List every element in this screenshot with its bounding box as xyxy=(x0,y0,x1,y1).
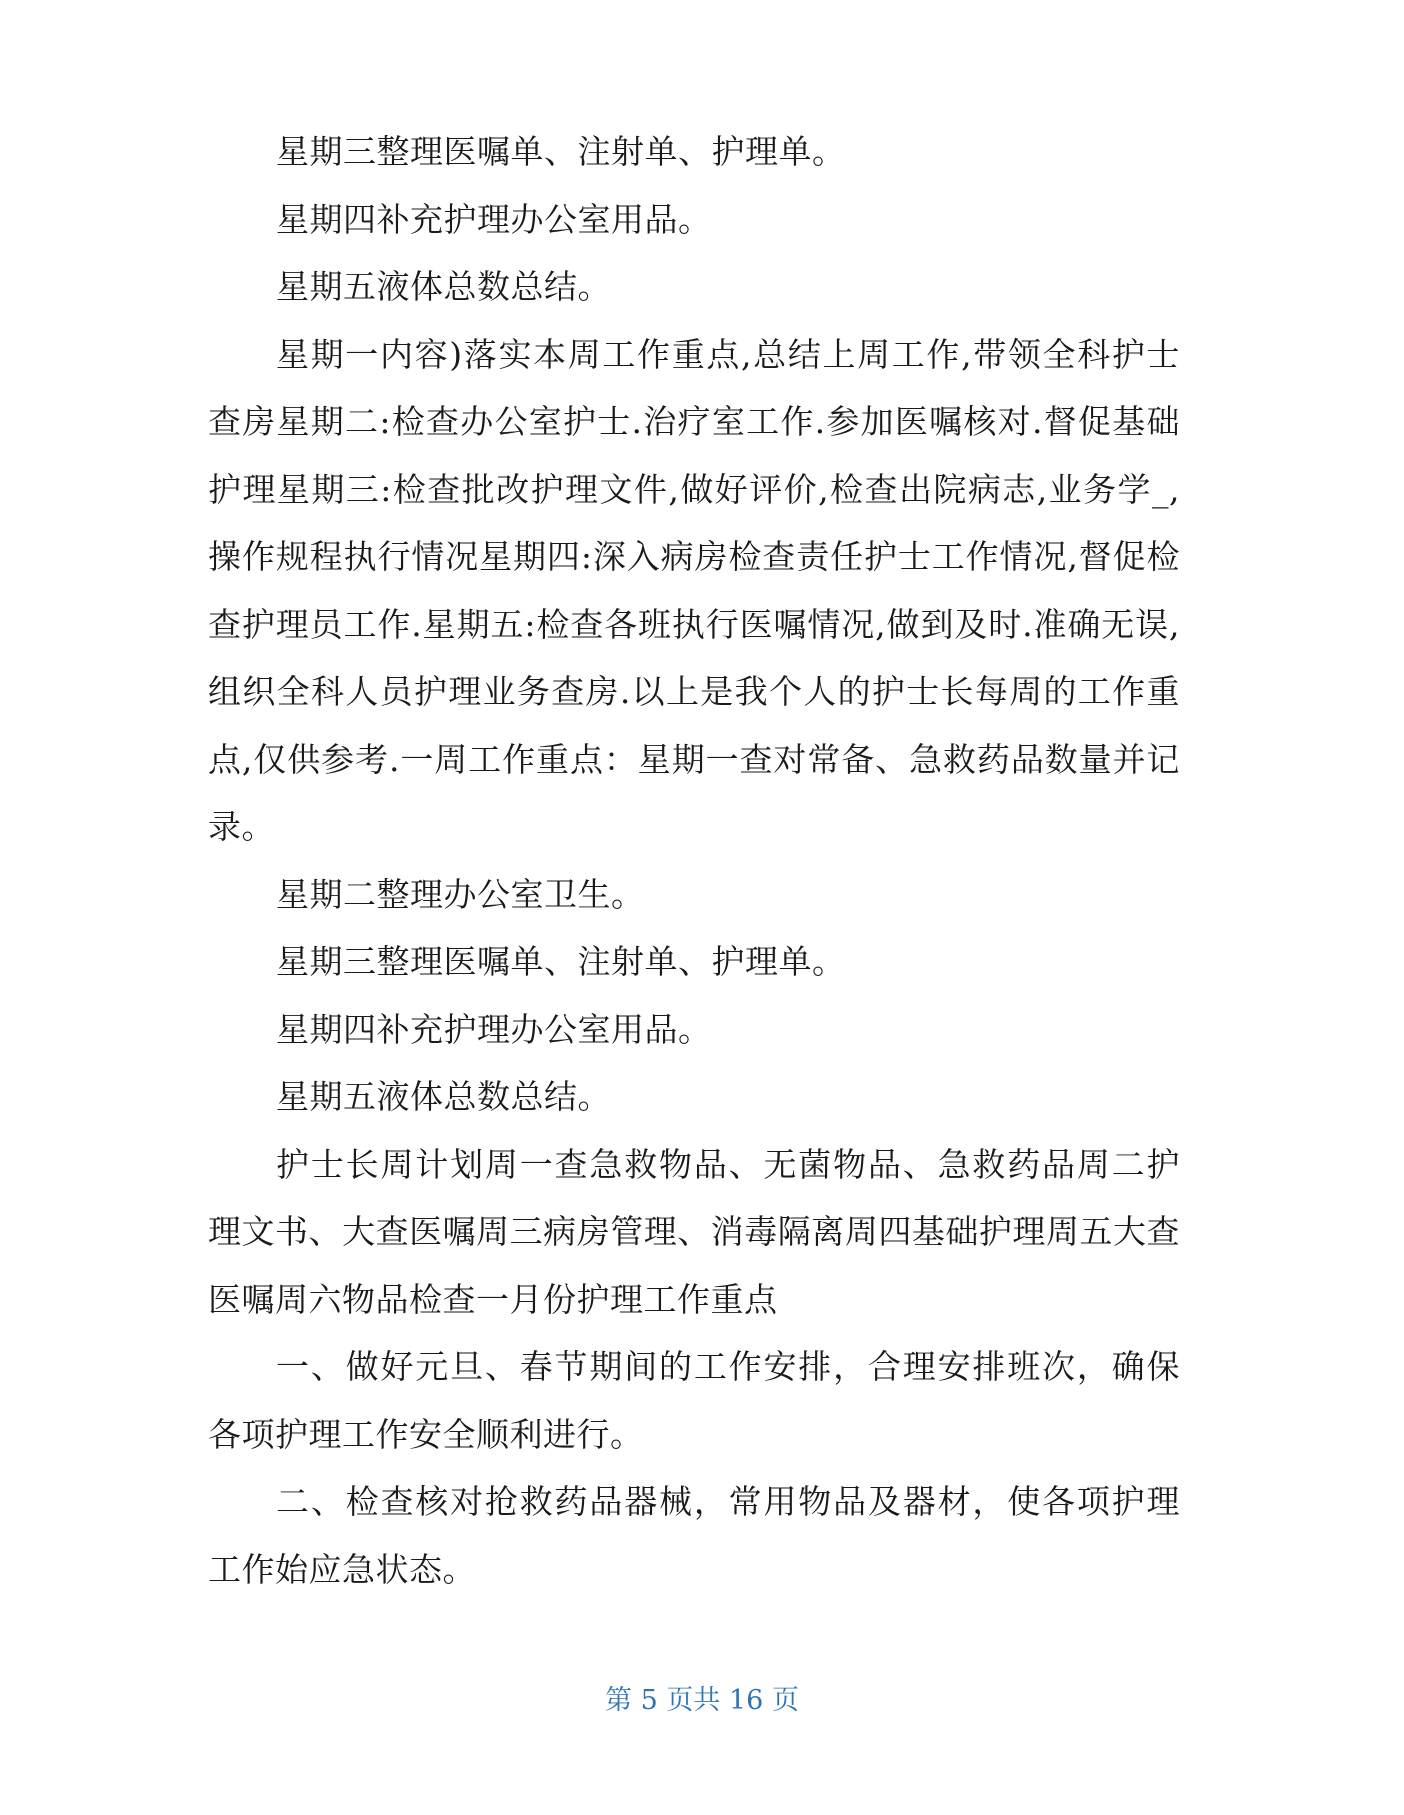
paragraph: 星期二整理办公室卫生。 xyxy=(276,874,645,914)
paragraph: 星期一内容)落实本周工作重点,总结上周工作,带领全科护士查房星期二:检查办公室护士.治疗室工作.参加医嘱核对.督促基础护理星期三:检查批改护理文件,做好评价,检查出院病志,业务学_,操作规程执行情况星期四:深入病房检查责任护士工作情况,督促检查护理员工作.星期五:检查各班执行医嘱情况,做到及时.准确无误,组织全科人员护理业务查房.以上是我个人的护士长每周的工作重点,仅供参考.一周工作重点：星期一查对常备、急救药品数量并记录。 xyxy=(208,334,1180,846)
footer-middle: 页共 xyxy=(666,1685,721,1716)
paragraph: 护士长周计划周一查急救物品、无菌物品、急救药品周二护理文书、大查医嘱周三病房管理、消毒隔离周四基础护理周五大查医嘱周六物品检查一月份护理工作重点 xyxy=(208,1144,1180,1319)
paragraph: 星期五液体总数总结。 xyxy=(276,267,611,306)
current-page-number: 5 xyxy=(640,1685,658,1716)
paragraph: 星期四补充护理办公室用品。 xyxy=(276,199,712,239)
paragraph: 星期三整理医嘱单、注射单、护理单。 xyxy=(276,942,846,981)
paragraph: 星期四补充护理办公室用品。 xyxy=(276,1009,712,1049)
paragraph: 一、做好元旦、春节期间的工作安排，合理安排班次，确保各项护理工作安全顺利进行。 xyxy=(208,1347,1180,1454)
page-footer xyxy=(0,1681,1404,1721)
paragraph: 星期五液体总数总结。 xyxy=(276,1077,611,1116)
footer-suffix: 页 xyxy=(771,1685,799,1716)
total-page-count: 16 xyxy=(729,1685,764,1716)
paragraph: 二、检查核对抢救药品器械，常用物品及器材，使各项护理工作始应急状态。 xyxy=(208,1482,1180,1589)
paragraph: 星期三整理医嘱单、注射单、护理单。 xyxy=(276,132,846,171)
footer-prefix: 第 xyxy=(605,1685,633,1716)
document-body xyxy=(208,118,1180,1603)
